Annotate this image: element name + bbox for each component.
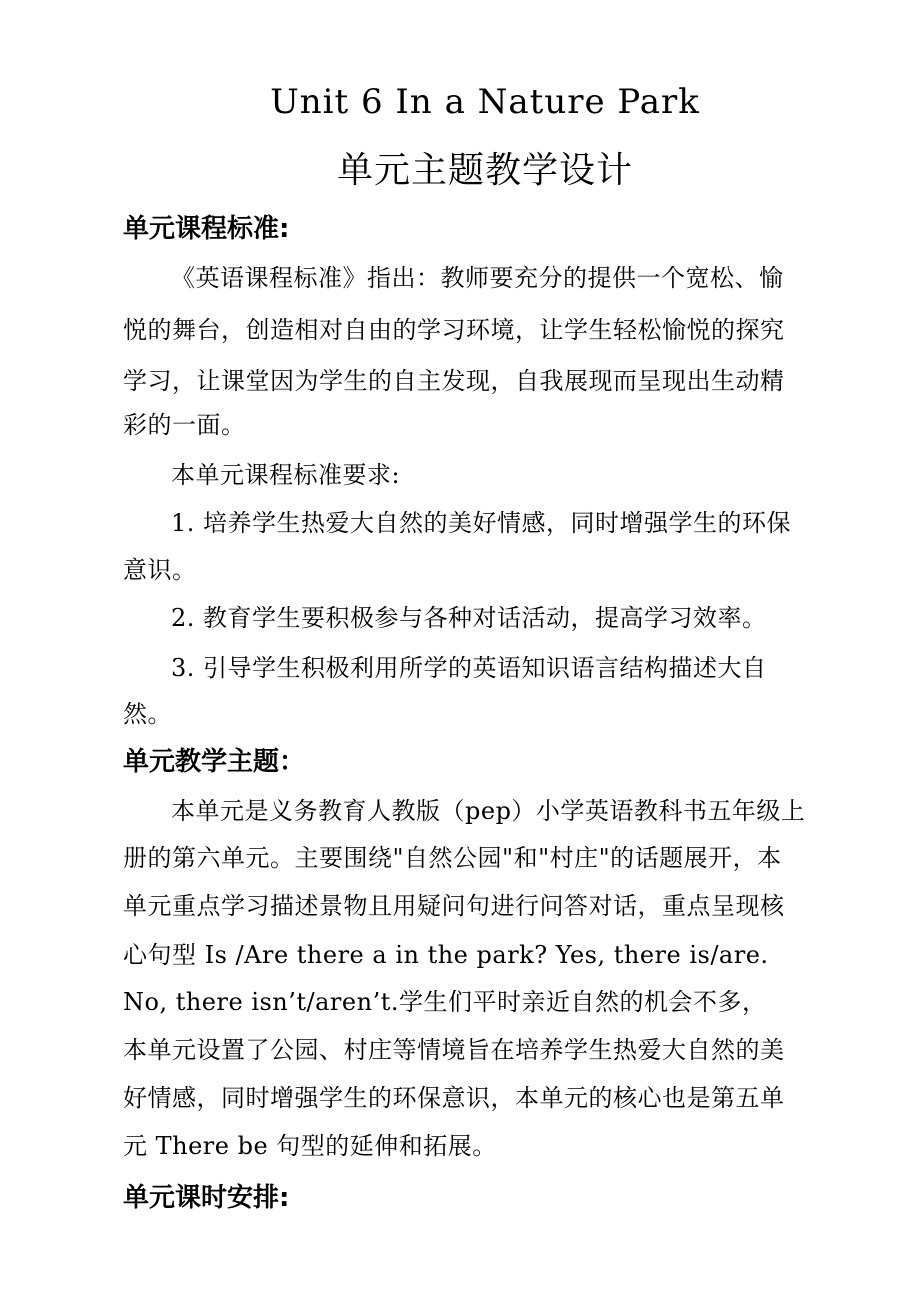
paragraph-line: 元 There be 句型的延伸和拓展。 xyxy=(123,1132,497,1160)
title-english: Unit 6 In a Nature Park xyxy=(270,82,700,122)
paragraph-line: 心句型 Is /Are there a in the park? Yes, there is/are. xyxy=(123,941,769,969)
paragraph-line: 本单元是义务教育人教版（pep）小学英语教科书五年级上 xyxy=(171,797,806,825)
requirement-item-3: 3. 引导学生积极利用所学的英语知识语言结构描述大自 xyxy=(171,654,767,682)
heading-teaching-theme: 单元教学主题： xyxy=(123,747,306,777)
requirement-item-2: 2. 教育学生要积极参与各种对话活动，提高学习效率。 xyxy=(171,604,767,632)
paragraph-line: 悦的舞台，创造相对自由的学习环境，让学生轻松愉悦的探究 xyxy=(123,316,785,344)
paragraph-line: 《英语课程标准》指出：教师要充分的提供一个宽松、愉 xyxy=(171,264,784,292)
title-chinese: 单元主题教学设计 xyxy=(336,150,633,191)
requirement-item-3-cont: 然。 xyxy=(123,700,172,728)
paragraph-line: 学习，让课堂因为学生的自主发现，自我展现而呈现出生动精 xyxy=(123,367,785,395)
requirement-item-1: 1. 培养学生热爱大自然的美好情感，同时增强学生的环保 xyxy=(171,509,792,537)
paragraph-line: 彩的一面。 xyxy=(123,411,246,439)
heading-lesson-schedule: 单元课时安排: xyxy=(123,1183,290,1213)
heading-curriculum-standard: 单元课程标准: xyxy=(123,214,290,244)
paragraph-line: No, there isn’t/aren’t.学生们平时亲近自然的机会不多， xyxy=(123,988,767,1016)
paragraph-line: 好情感，同时增强学生的环保意识，本单元的核心也是第五单 xyxy=(123,1084,785,1112)
paragraph-line: 册的第六单元。主要围绕"自然公园"和"村庄"的话题展开，本 xyxy=(123,844,782,872)
requirement-item-1-cont: 意识。 xyxy=(123,556,197,584)
paragraph-line: 本单元设置了公园、村庄等情境旨在培养学生热爱大自然的美 xyxy=(123,1036,785,1064)
requirements-intro: 本单元课程标准要求: xyxy=(171,461,401,489)
paragraph-line: 单元重点学习描述景物且用疑问句进行问答对话，重点呈现核 xyxy=(123,892,785,920)
